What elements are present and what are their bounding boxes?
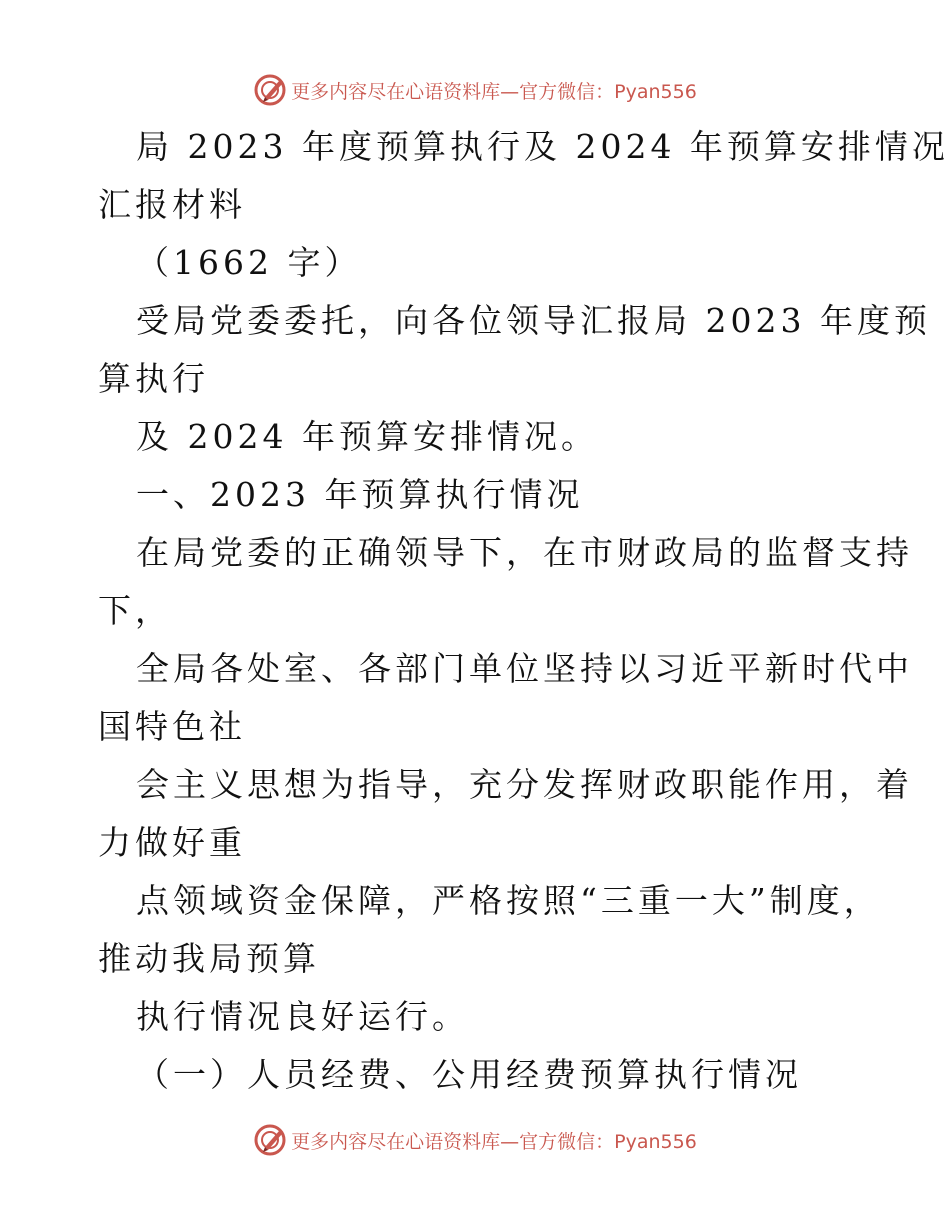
doc-line: 全局各处室、各部门单位坚持以习近平新时代中 [136,649,913,688]
doc-line: 在局党委的正确领导下，在市财政局的监督支持 [136,533,913,572]
doc-line: 点领域资金保障，严格按照“三重一大”制度， [136,881,881,920]
doc-line: 下， [98,591,172,630]
pen-logo-icon [253,1123,287,1157]
doc-line: 推动我局预算 [98,939,320,978]
doc-line: 国特色社 [98,707,246,746]
watermark-text: 更多内容尽在心语资料库—官方微信：Pyan556 [291,80,697,103]
doc-line: 会主义思想为指导，充分发挥财政职能作用，着 [136,765,913,804]
doc-line: （一）人员经费、公用经费预算执行情况 [136,1055,802,1094]
pen-logo-icon [253,73,287,107]
watermark-footer [0,1120,950,1160]
watermark-header [0,70,950,110]
doc-line: 执行情况良好运行。 [136,997,469,1036]
doc-line: 受局党委委托，向各位领导汇报局 2023 年度预 [136,301,931,340]
doc-line: 力做好重 [98,823,246,862]
doc-line: 及 2024 年预算安排情况。 [136,417,598,456]
doc-line: （1662 字） [136,243,362,282]
doc-line: 算执行 [98,359,209,398]
doc-line: 一、2023 年预算执行情况 [136,475,584,514]
document-body [98,118,949,1104]
doc-line: 汇报材料 [98,185,246,224]
watermark-text: 更多内容尽在心语资料库—官方微信：Pyan556 [291,1130,697,1153]
doc-line: 局 2023 年度预算执行及 2024 年预算安排情况 [136,127,949,166]
